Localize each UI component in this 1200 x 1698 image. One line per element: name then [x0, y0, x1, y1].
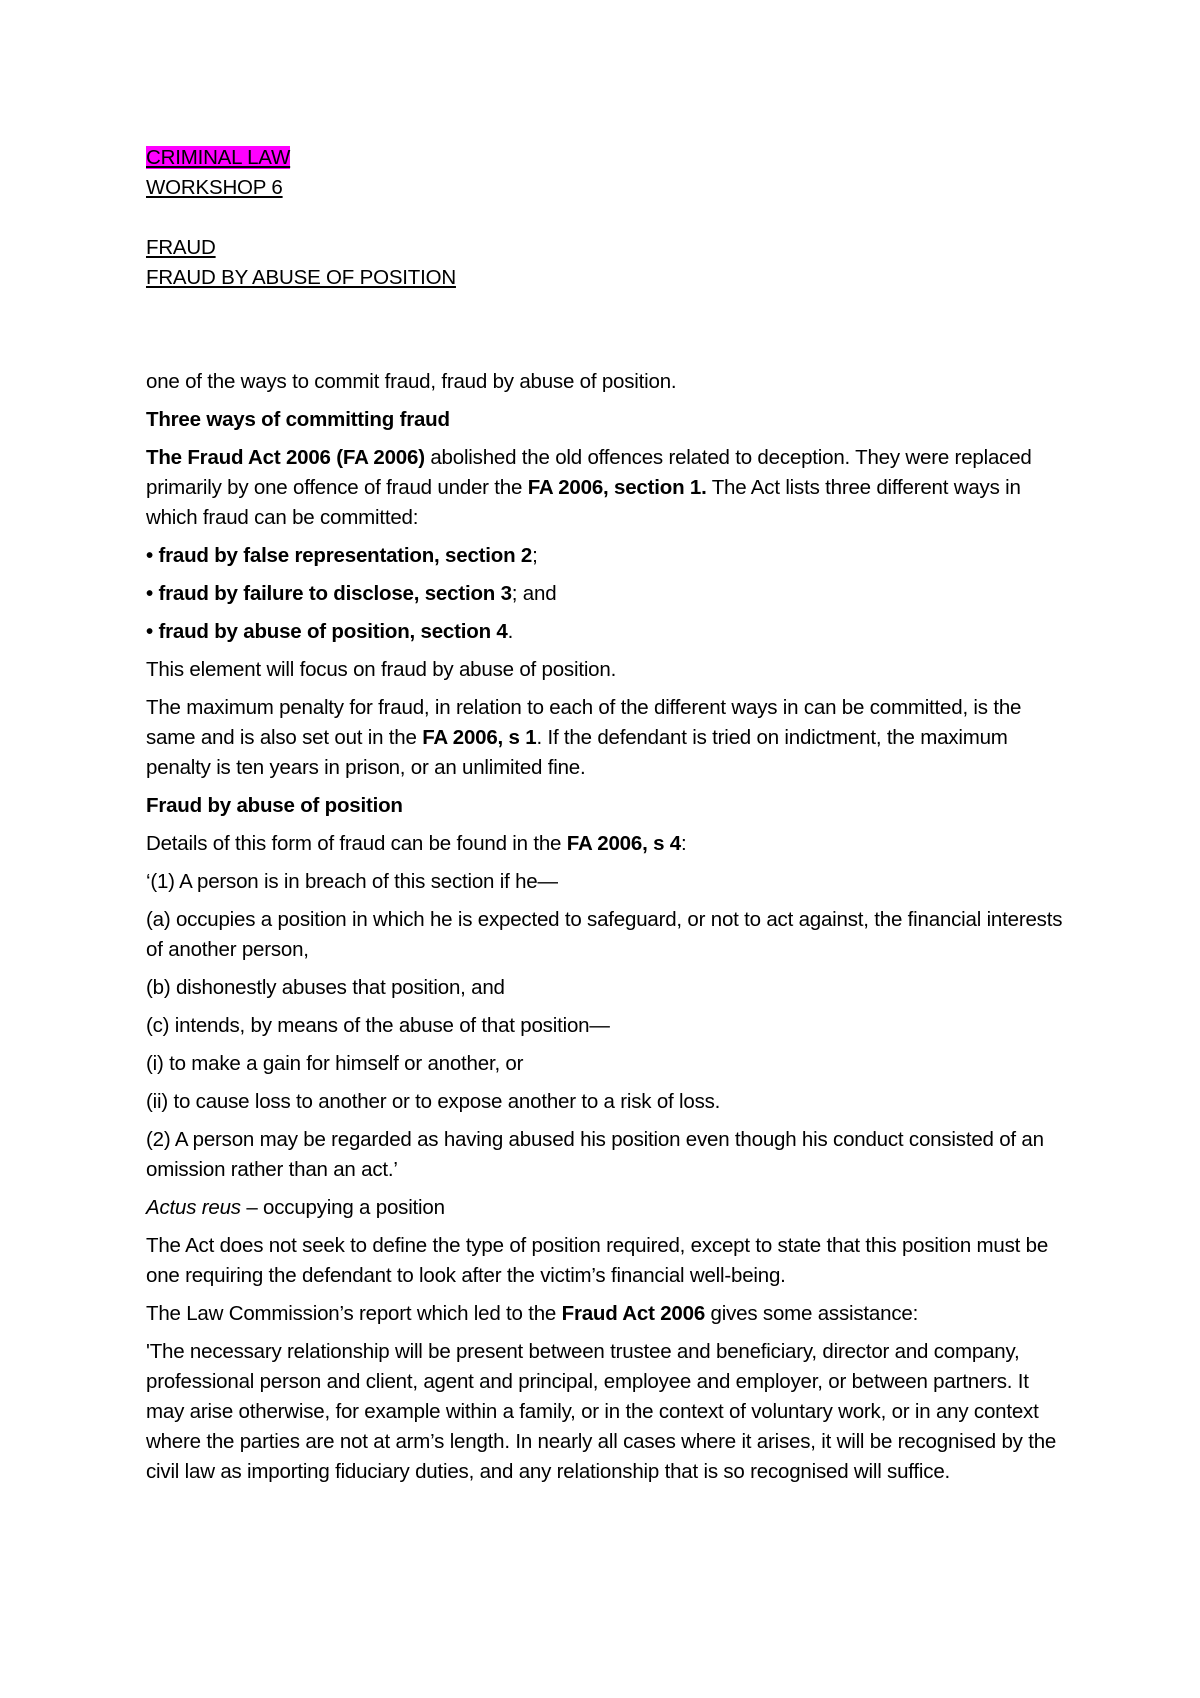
- topic-heading: FRAUD: [146, 236, 216, 259]
- fraud-act-paragraph: The Fraud Act 2006 (FA 2006) abolished the old offences related to deception. They were replaced primarily by one offence of fraud under the FA 2006, section 1. The Act lists three different ways in which fraud can be committed:: [146, 446, 1032, 529]
- bullet-item: • fraud by failure to disclose, section 3; and: [146, 582, 557, 605]
- document-title: CRIMINAL LAW: [146, 146, 291, 169]
- quote-paragraph: 'The necessary relationship will be present between trustee and beneficiary, director and company, professional person and client, agent and principal, employee and employer, or between partners. It may arise otherwise, for example within a family, or in the context of voluntary work, or in any context where the parties are not at arm’s length. In nearly all cases where it arises, it will be recognised by the civil law as importing fiduciary duties, and any relationship that is so recognised will suffice.: [146, 1340, 1057, 1483]
- penalty-paragraph: The maximum penalty for fraud, in relation to each of the different ways in can be committed, is the same and is also set out in the FA 2006, s 1. If the defendant is tried on indictment, the maximum penalty is ten years in prison, or an unlimited fine.: [146, 696, 1022, 779]
- three-ways-heading: Three ways of committing fraud: [146, 408, 450, 431]
- law-commission-paragraph: The Law Commission’s report which led to the Fraud Act 2006 gives some assistance:: [146, 1302, 919, 1325]
- act-define-paragraph: The Act does not seek to define the type of position required, except to state that this position must be one requiring the defendant to look after the victim’s financial well-being.: [146, 1234, 1049, 1287]
- document-page: [146, 143, 1066, 1495]
- statute-line: ‘(1) A person is in breach of this section if he—: [146, 870, 558, 893]
- statute-line: (2) A person may be regarded as having abused his position even though his conduct consisted of an omission rather than an act.’: [146, 1128, 1044, 1181]
- statute-line: (a) occupies a position in which he is expected to safeguard, or not to act against, the financial interests of another person,: [146, 908, 1063, 961]
- spacer: [146, 293, 1066, 353]
- spacer: [146, 203, 1066, 233]
- spacer: [146, 353, 1066, 367]
- statute-line: (ii) to cause loss to another or to expose another to a risk of loss.: [146, 1090, 721, 1113]
- focus-paragraph: This element will focus on fraud by abuse of position.: [146, 658, 617, 681]
- bullet-item: • fraud by abuse of position, section 4.: [146, 620, 514, 643]
- statute-line: (i) to make a gain for himself or another, or: [146, 1052, 524, 1075]
- bullet-item: • fraud by false representation, section 2;: [146, 544, 538, 567]
- actus-reus-heading: Actus reus – occupying a position: [146, 1196, 445, 1219]
- statute-line: (b) dishonestly abuses that position, and: [146, 976, 505, 999]
- intro-paragraph: one of the ways to commit fraud, fraud by abuse of position.: [146, 370, 677, 393]
- workshop-label: WORKSHOP 6: [146, 176, 283, 199]
- details-paragraph: Details of this form of fraud can be found in the FA 2006, s 4:: [146, 832, 687, 855]
- subtopic-heading: FRAUD BY ABUSE OF POSITION: [146, 266, 456, 289]
- statute-line: (c) intends, by means of the abuse of that position—: [146, 1014, 610, 1037]
- abuse-heading: Fraud by abuse of position: [146, 794, 403, 817]
